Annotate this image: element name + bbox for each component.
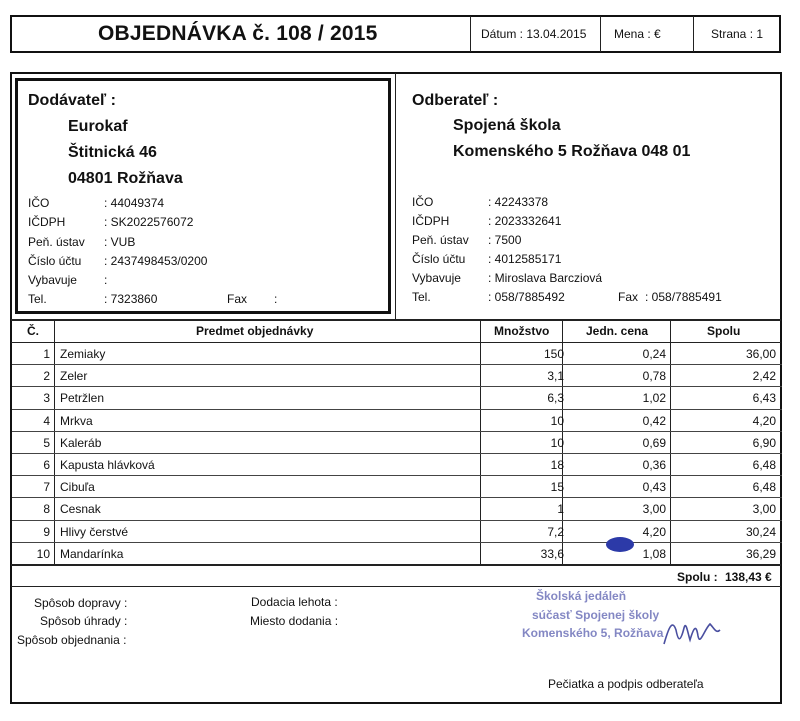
supplier-name: Eurokaf — [68, 118, 128, 135]
customer-field-label: Peň. ústav — [412, 233, 469, 247]
transport-method-label: Spôsob dopravy : — [34, 596, 128, 610]
row-unit-price: 1,08 — [642, 546, 666, 561]
stamp-line: súčasť Spojenej školy — [532, 608, 660, 622]
table-row — [12, 521, 782, 543]
signature-label: Pečiatka a podpis odberateľa — [548, 677, 704, 691]
table-row — [12, 365, 782, 387]
row-number: 4 — [43, 413, 50, 428]
supplier-city: 04801 Rožňava — [68, 170, 183, 187]
table-row — [12, 476, 782, 498]
row-unit-price: 0,69 — [642, 435, 666, 450]
supplier-heading: Dodávateľ : — [28, 92, 116, 109]
delivery-place-label: Miesto dodania : — [250, 614, 339, 628]
table-row — [12, 498, 782, 520]
row-quantity: 150 — [543, 347, 564, 361]
row-unit-price: 0,78 — [642, 369, 666, 384]
ordering-method-label: Spôsob objednania : — [17, 633, 127, 647]
customer-field-label: Vybavuje — [412, 271, 461, 285]
row-number: 2 — [43, 369, 50, 384]
row-number: 8 — [43, 502, 50, 517]
supplier-fax-label: Fax — [227, 292, 248, 306]
row-number: 7 — [43, 480, 50, 495]
customer-field-label: IČO — [412, 195, 434, 209]
customer-field-value: : 4012585171 — [488, 252, 562, 266]
row-total: 3,00 — [752, 502, 776, 517]
row-total: 6,43 — [752, 391, 776, 406]
row-item: Zeler — [60, 369, 88, 384]
row-number: 5 — [43, 435, 50, 450]
header-divider — [470, 16, 471, 52]
supplier-field-label: Peň. ústav — [28, 235, 85, 249]
ink-blot — [606, 537, 634, 552]
supplier-field-value: : SK2022576072 — [104, 215, 194, 229]
row-item: Zemiaky — [60, 347, 106, 361]
row-number: 1 — [43, 347, 50, 361]
supplier-field-label: IČDPH — [28, 215, 66, 229]
row-item: Kaleráb — [60, 435, 102, 450]
row-total: 2,42 — [752, 369, 776, 384]
row-unit-price: 0,42 — [642, 413, 666, 428]
row-unit-price: 3,00 — [642, 502, 666, 517]
row-quantity: 1 — [557, 502, 564, 517]
supplier-field-label: Číslo účtu — [28, 254, 82, 268]
row-total: 30,24 — [745, 524, 776, 539]
signature — [660, 600, 724, 652]
row-quantity: 33,6 — [540, 546, 564, 561]
row-item: Hlivy čerstvé — [60, 524, 129, 539]
column-header-unit-price: Jedn. cena — [586, 324, 649, 338]
customer-field-label: Tel. — [412, 290, 431, 304]
supplier-field-label: Tel. — [28, 292, 47, 306]
row-unit-price: 0,24 — [642, 347, 666, 361]
row-quantity: 10 — [550, 435, 564, 450]
stamp-line: Komenského 5, Rožňava — [522, 626, 664, 640]
customer-field-value: : 058/7885492 — [488, 290, 565, 304]
row-item: Mrkva — [60, 413, 93, 428]
supplier-field-value: : — [104, 273, 108, 287]
supplier-field-label: Vybavuje — [28, 273, 77, 287]
column-header-item: Predmet objednávky — [196, 324, 314, 338]
payment-method-label: Spôsob úhrady : — [40, 614, 128, 628]
row-number: 10 — [36, 546, 50, 561]
supplier-field-value: : 7323860 — [104, 292, 158, 306]
row-item: Kapusta hlávková — [60, 458, 155, 472]
customer-field-value: : 42243378 — [488, 195, 549, 209]
row-item: Cesnak — [60, 502, 101, 517]
table-row — [12, 432, 782, 454]
supplier-street: Štitnická 46 — [68, 144, 157, 161]
grand-total-label: Spolu : — [677, 570, 718, 584]
column-header-total: Spolu — [707, 324, 741, 338]
row-total: 6,48 — [752, 458, 776, 472]
customer-address: Komenského 5 Rožňava 048 01 — [453, 143, 691, 160]
table-top-rule — [11, 319, 781, 321]
customer-field-label: Číslo účtu — [412, 252, 466, 266]
customer-field-value: : 2023332641 — [488, 214, 562, 228]
table-row — [12, 343, 782, 365]
header-divider — [693, 16, 694, 52]
row-unit-price: 4,20 — [642, 524, 666, 539]
row-unit-price: 0,43 — [642, 480, 666, 495]
row-total: 6,48 — [752, 480, 776, 495]
table-row — [12, 410, 782, 432]
table-row — [12, 543, 782, 565]
column-header-qty: Množstvo — [494, 324, 550, 338]
delivery-deadline-label: Dodacia lehota : — [251, 595, 338, 609]
row-item: Cibuľa — [60, 480, 95, 495]
column-header-no: Č. — [27, 324, 39, 338]
row-quantity: 15 — [550, 480, 564, 495]
row-total: 36,29 — [745, 546, 776, 561]
customer-field-label: IČDPH — [412, 214, 450, 228]
order-date: Dátum : 13.04.2015 — [481, 27, 587, 41]
row-quantity: 7,2 — [547, 524, 564, 539]
customer-heading: Odberateľ : — [412, 92, 499, 109]
row-quantity: 18 — [550, 458, 564, 472]
total-rule — [11, 586, 781, 587]
row-quantity: 3,1 — [547, 369, 564, 384]
customer-fax-label: Fax — [618, 290, 639, 304]
row-number: 9 — [43, 524, 50, 539]
supplier-fax-value: : — [274, 292, 278, 306]
party-divider — [395, 73, 396, 319]
order-currency: Mena : € — [614, 27, 661, 41]
supplier-field-value: : 2437498453/0200 — [104, 254, 208, 268]
supplier-field-value: : VUB — [104, 235, 136, 249]
row-quantity: 6,3 — [547, 391, 564, 406]
row-quantity: 10 — [550, 413, 564, 428]
customer-field-value: : Miroslava Barcziová — [488, 271, 603, 285]
row-item: Mandarínka — [60, 546, 124, 561]
table-row — [12, 454, 782, 476]
supplier-field-value: : 44049374 — [104, 196, 165, 210]
row-total: 4,20 — [752, 413, 776, 428]
page-number: Strana : 1 — [711, 27, 764, 41]
table-bottom-rule — [11, 564, 781, 566]
customer-name: Spojená škola — [453, 117, 561, 134]
document-title: OBJEDNÁVKA č. 108 / 2015 — [98, 22, 378, 45]
row-unit-price: 1,02 — [642, 391, 666, 406]
supplier-field-label: IČO — [28, 196, 50, 210]
row-item: Petržlen — [60, 391, 105, 406]
grand-total-value: 138,43 € — [725, 570, 772, 584]
stamp-line: Školská jedáleň — [536, 589, 627, 603]
row-number: 6 — [43, 458, 50, 472]
customer-field-value: : 7500 — [488, 233, 522, 247]
header-divider — [600, 16, 601, 52]
row-number: 3 — [43, 391, 50, 406]
row-unit-price: 0,36 — [642, 458, 666, 472]
row-total: 6,90 — [752, 435, 776, 450]
table-row — [12, 387, 782, 409]
customer-fax-value: : 058/7885491 — [645, 290, 722, 304]
row-total: 36,00 — [745, 347, 776, 361]
